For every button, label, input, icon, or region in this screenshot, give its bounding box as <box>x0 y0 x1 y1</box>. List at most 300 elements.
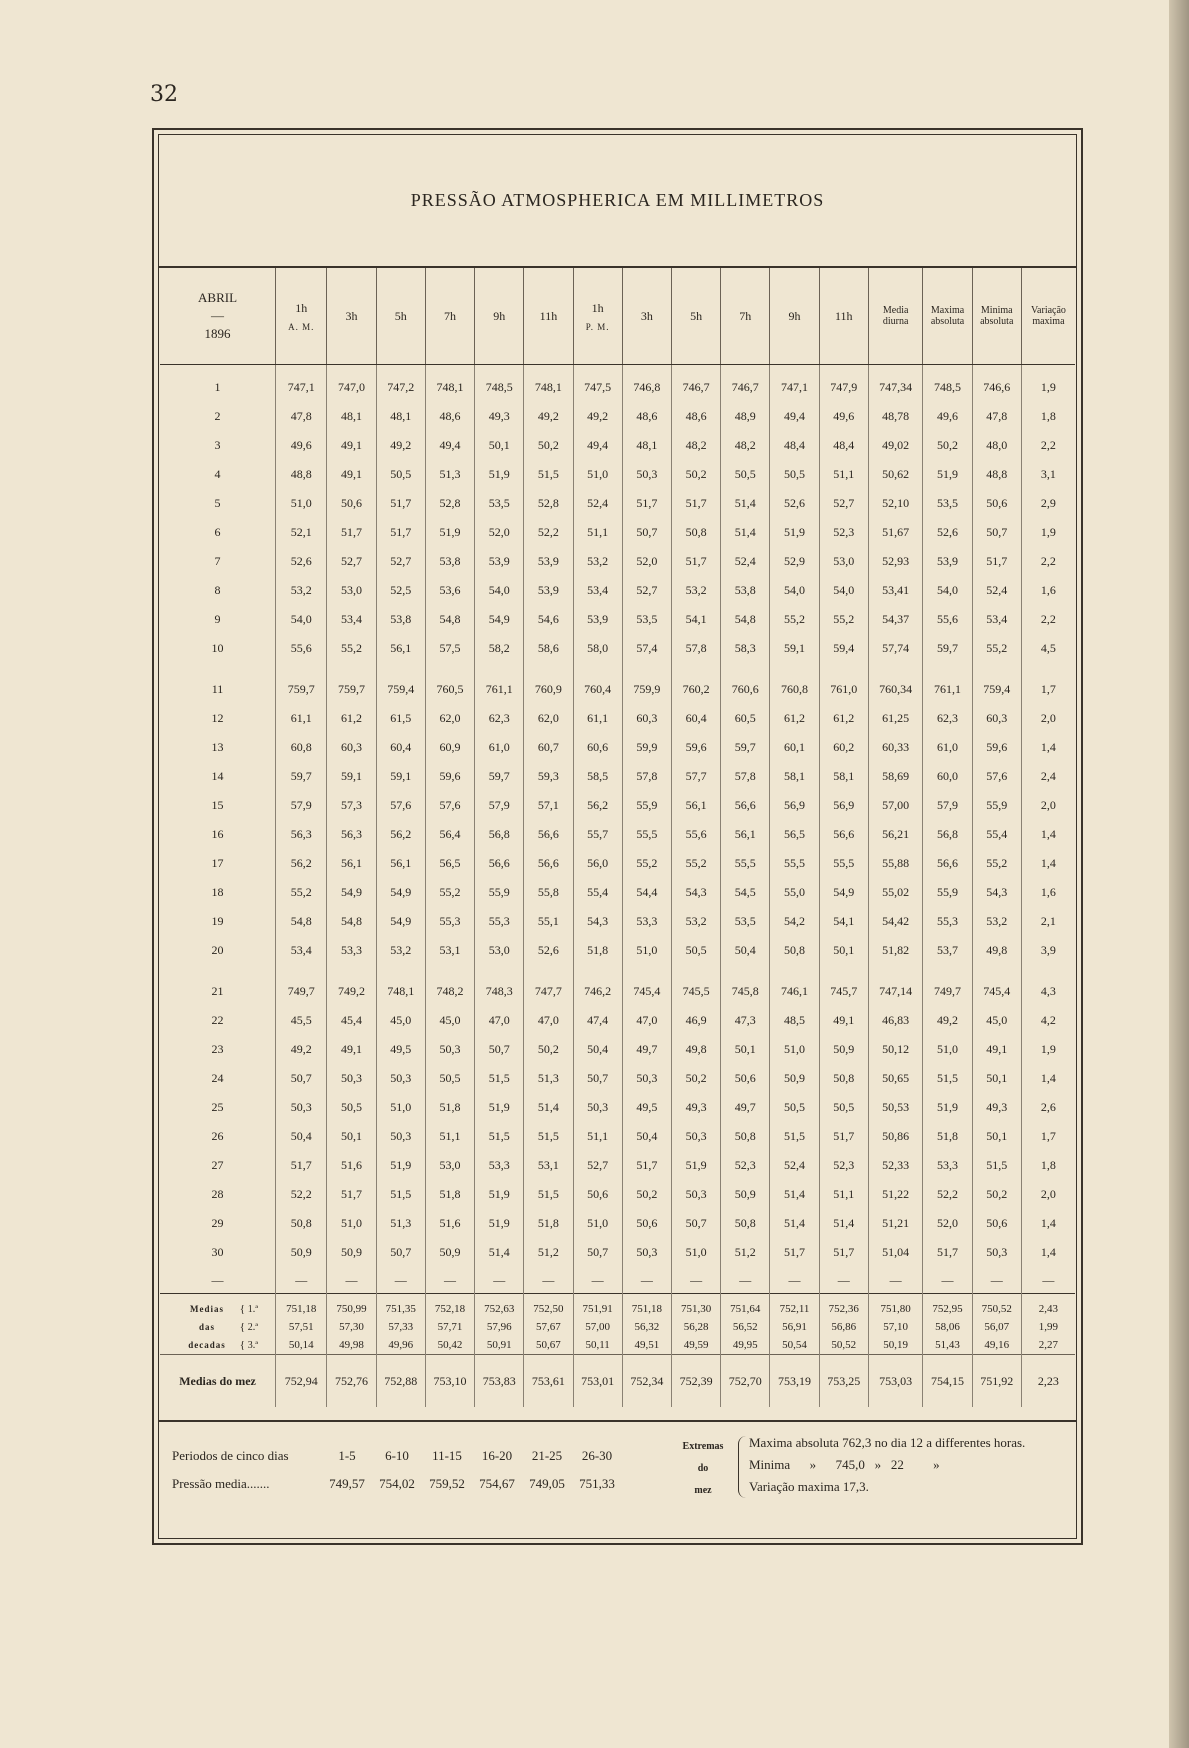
reading-cell: 747,7 <box>524 977 573 1006</box>
reading-cell: 49,1 <box>972 1035 1021 1064</box>
period-pressure: 759,52 <box>429 1476 465 1491</box>
reading-cell: 50,2 <box>972 1180 1021 1209</box>
reading-cell: 50,5 <box>376 460 425 489</box>
reading-cell: 52,3 <box>721 1151 770 1180</box>
reading-cell: 56,3 <box>276 820 327 849</box>
reading-cell: 58,5 <box>573 762 622 791</box>
reading-cell: 60,0 <box>923 762 972 791</box>
table-row <box>160 907 1075 936</box>
reading-cell: 52,6 <box>276 547 327 576</box>
reading-cell: 55,6 <box>671 820 720 849</box>
table-row <box>160 733 1075 762</box>
reading-cell: 50,9 <box>819 1035 868 1064</box>
reading-cell: 59,6 <box>671 733 720 762</box>
reading-cell: 3,1 <box>1021 460 1075 489</box>
reading-cell: 50,1 <box>475 431 524 460</box>
table-row <box>160 460 1075 489</box>
period-range: 11-15 <box>432 1448 462 1463</box>
reading-cell: 746,7 <box>721 373 770 402</box>
reading-cell: 53,5 <box>622 605 671 634</box>
day-number: 8 <box>214 583 221 597</box>
reading-cell: 48,1 <box>327 402 376 431</box>
reading-cell: 51,7 <box>622 489 671 518</box>
reading-cell: 52,93 <box>868 547 923 576</box>
day-number: 27 <box>211 1158 224 1172</box>
reading-cell: 55,2 <box>972 849 1021 878</box>
table-row <box>160 634 1075 663</box>
reading-cell: 50,8 <box>276 1209 327 1238</box>
dash-cell: — <box>923 1267 972 1294</box>
reading-cell: 2,0 <box>1021 791 1075 820</box>
dash-cell: — <box>276 1267 327 1294</box>
reading-cell: 51,2 <box>721 1238 770 1267</box>
reading-cell: 50,5 <box>671 936 720 965</box>
reading-cell: 47,4 <box>573 1006 622 1035</box>
reading-cell: 61,0 <box>475 733 524 762</box>
reading-cell: 2,1 <box>1021 907 1075 936</box>
reading-cell: 50,1 <box>819 936 868 965</box>
day-number: 30 <box>211 1245 224 1259</box>
reading-cell: 51,7 <box>819 1238 868 1267</box>
reading-cell: 48,1 <box>622 431 671 460</box>
decade-mean-label: decadas { 3.ª <box>188 1339 259 1351</box>
extremes-lines <box>749 1432 1025 1502</box>
reading-cell: 50,6 <box>721 1064 770 1093</box>
reading-cell: 47,8 <box>276 402 327 431</box>
day-number: 14 <box>211 769 224 783</box>
reading-cell: 55,7 <box>573 820 622 849</box>
five-day-periods <box>172 1442 622 1498</box>
reading-cell: 53,4 <box>972 605 1021 634</box>
decade-mean-cell: 752,63 <box>475 1294 524 1319</box>
reading-cell: 51,0 <box>671 1238 720 1267</box>
reading-cell: 1,8 <box>1021 1151 1075 1180</box>
reading-cell: 51,7 <box>819 1122 868 1151</box>
reading-cell: 56,1 <box>327 849 376 878</box>
reading-cell: 52,1 <box>276 518 327 547</box>
reading-cell: 55,88 <box>868 849 923 878</box>
reading-cell: 48,1 <box>376 402 425 431</box>
header-hour-3pm: 3h <box>622 268 671 365</box>
reading-cell: 51,6 <box>425 1209 474 1238</box>
month-mean-cell: 753,19 <box>770 1355 819 1408</box>
reading-cell: 51,5 <box>524 1180 573 1209</box>
reading-cell: 55,4 <box>573 878 622 907</box>
reading-cell: 45,0 <box>425 1006 474 1035</box>
reading-cell: 49,6 <box>276 431 327 460</box>
reading-cell: 50,3 <box>376 1122 425 1151</box>
reading-cell: 50,7 <box>376 1238 425 1267</box>
reading-cell: 52,7 <box>573 1151 622 1180</box>
reading-cell: 52,7 <box>622 576 671 605</box>
reading-cell: 57,00 <box>868 791 923 820</box>
reading-cell: 50,6 <box>573 1180 622 1209</box>
reading-cell: 60,3 <box>327 733 376 762</box>
reading-cell: 56,5 <box>425 849 474 878</box>
header-hour-1pm: 1h P. M. <box>573 268 622 365</box>
reading-cell: 45,0 <box>972 1006 1021 1035</box>
decade-mean-cell: 50,52 <box>819 1336 868 1355</box>
reading-cell: 49,1 <box>819 1006 868 1035</box>
reading-cell: 55,2 <box>671 849 720 878</box>
reading-cell: 61,5 <box>376 704 425 733</box>
reading-cell: 759,9 <box>622 675 671 704</box>
periods-row <box>172 1442 622 1470</box>
reading-cell: 51,9 <box>923 460 972 489</box>
reading-cell: 59,4 <box>819 634 868 663</box>
reading-cell: 47,8 <box>972 402 1021 431</box>
reading-cell: 51,7 <box>376 489 425 518</box>
day-number: 16 <box>211 827 224 841</box>
reading-cell: 55,2 <box>425 878 474 907</box>
reading-cell: 748,5 <box>923 373 972 402</box>
reading-cell: 747,9 <box>819 373 868 402</box>
reading-cell: 50,6 <box>327 489 376 518</box>
reading-cell: 53,9 <box>573 605 622 634</box>
reading-cell: 1,9 <box>1021 1035 1075 1064</box>
reading-cell: 48,8 <box>972 460 1021 489</box>
reading-cell: 759,4 <box>972 675 1021 704</box>
reading-cell: 51,7 <box>770 1238 819 1267</box>
reading-cell: 55,5 <box>819 849 868 878</box>
reading-cell: 51,5 <box>972 1151 1021 1180</box>
day-number: 15 <box>211 798 224 812</box>
month-mean-cell: 752,39 <box>671 1355 720 1408</box>
reading-cell: 55,1 <box>524 907 573 936</box>
extreme-minimum: Minima » 745,0 » 22 » <box>749 1457 940 1472</box>
reading-cell: 50,2 <box>524 1035 573 1064</box>
reading-cell: 48,0 <box>972 431 1021 460</box>
reading-cell: 761,1 <box>475 675 524 704</box>
table-row <box>160 1122 1075 1151</box>
reading-cell: 50,62 <box>868 460 923 489</box>
reading-cell: 49,2 <box>376 431 425 460</box>
reading-cell: 2,0 <box>1021 704 1075 733</box>
reading-cell: 55,3 <box>425 907 474 936</box>
reading-cell: 56,1 <box>721 820 770 849</box>
pressure-mean-label: Pressão media....... <box>172 1476 270 1491</box>
reading-cell: 49,7 <box>622 1035 671 1064</box>
day-number: 24 <box>211 1071 224 1085</box>
decade-mean-cell: 49,96 <box>376 1336 425 1355</box>
table-row <box>160 1180 1075 1209</box>
reading-cell: 50,6 <box>972 1209 1021 1238</box>
reading-cell: 50,3 <box>573 1093 622 1122</box>
reading-cell: 55,02 <box>868 878 923 907</box>
decade-mean-cell: 57,67 <box>524 1318 573 1336</box>
reading-cell: 51,6 <box>327 1151 376 1180</box>
reading-cell: 748,1 <box>524 373 573 402</box>
reading-cell: 59,7 <box>276 762 327 791</box>
reading-cell: 50,86 <box>868 1122 923 1151</box>
dash-cell: — <box>972 1267 1021 1294</box>
reading-cell: 58,6 <box>524 634 573 663</box>
reading-cell: 55,3 <box>475 907 524 936</box>
reading-cell: 56,1 <box>376 634 425 663</box>
reading-cell: 60,4 <box>376 733 425 762</box>
reading-cell: 58,1 <box>819 762 868 791</box>
reading-cell: 51,7 <box>276 1151 327 1180</box>
month-mean-cell: 753,83 <box>475 1355 524 1408</box>
reading-cell: 56,6 <box>475 849 524 878</box>
reading-cell: 53,3 <box>923 1151 972 1180</box>
reading-cell: 4,5 <box>1021 634 1075 663</box>
reading-cell: 2,2 <box>1021 431 1075 460</box>
month-mean-cell: 753,10 <box>425 1355 474 1408</box>
reading-cell: 51,5 <box>475 1122 524 1151</box>
reading-cell: 55,9 <box>475 878 524 907</box>
reading-cell: 53,9 <box>524 547 573 576</box>
reading-cell: 53,41 <box>868 576 923 605</box>
reading-cell: 49,3 <box>475 402 524 431</box>
reading-cell: 747,34 <box>868 373 923 402</box>
decade-mean-cell: 750,52 <box>972 1294 1021 1319</box>
reading-cell: 48,4 <box>819 431 868 460</box>
decade-mean-label: das { 2.ª <box>199 1321 259 1333</box>
month-extremes <box>668 1432 1025 1502</box>
reading-cell: 60,1 <box>770 733 819 762</box>
extremes-label: Extremas do mez <box>682 1441 724 1496</box>
reading-cell: 55,5 <box>721 849 770 878</box>
reading-cell: 746,8 <box>622 373 671 402</box>
reading-cell: 52,0 <box>923 1209 972 1238</box>
reading-cell: 48,8 <box>276 460 327 489</box>
reading-cell: 51,3 <box>524 1064 573 1093</box>
reading-cell: 1,4 <box>1021 1209 1075 1238</box>
reading-cell: 54,0 <box>819 576 868 605</box>
table-row <box>160 1238 1075 1267</box>
decade-mean-cell: 751,18 <box>622 1294 671 1319</box>
table-row <box>160 576 1075 605</box>
header-hour-3am: 3h <box>327 268 376 365</box>
reading-cell: 52,3 <box>819 518 868 547</box>
table-row <box>160 936 1075 965</box>
period-range: 21-25 <box>531 1448 563 1463</box>
reading-cell: 51,4 <box>770 1209 819 1238</box>
reading-cell: 749,7 <box>276 977 327 1006</box>
reading-cell: 50,4 <box>721 936 770 965</box>
day-number: 11 <box>211 682 224 696</box>
reading-cell: 52,2 <box>524 518 573 547</box>
month-mean-cell: 752,34 <box>622 1355 671 1408</box>
reading-cell: 1,4 <box>1021 1238 1075 1267</box>
reading-cell: 51,4 <box>721 489 770 518</box>
reading-cell: 51,5 <box>376 1180 425 1209</box>
reading-cell: 62,0 <box>524 704 573 733</box>
reading-cell: 59,9 <box>622 733 671 762</box>
book-spine-shadow <box>1169 0 1189 1748</box>
decade-mean-cell: 51,43 <box>923 1336 972 1355</box>
header-hour-9am: 9h <box>475 268 524 365</box>
decade-mean-cell: 752,18 <box>425 1294 474 1319</box>
reading-cell: 59,7 <box>721 733 770 762</box>
reading-cell: 55,2 <box>972 634 1021 663</box>
day-number: 6 <box>214 525 221 539</box>
reading-cell: 52,4 <box>573 489 622 518</box>
reading-cell: 55,0 <box>770 878 819 907</box>
reading-cell: 48,2 <box>671 431 720 460</box>
decade-mean-cell: 50,91 <box>475 1336 524 1355</box>
reading-cell: 760,5 <box>425 675 474 704</box>
decade-mean-cell: 57,51 <box>276 1318 327 1336</box>
decade-mean-cell: 751,80 <box>868 1294 923 1319</box>
reading-cell: 50,2 <box>671 1064 720 1093</box>
reading-cell: 50,2 <box>524 431 573 460</box>
reading-cell: 51,3 <box>376 1209 425 1238</box>
header-hour-7pm: 7h <box>721 268 770 365</box>
decade-mean-cell: 57,71 <box>425 1318 474 1336</box>
reading-cell: 57,6 <box>376 791 425 820</box>
reading-cell: 2,2 <box>1021 547 1075 576</box>
reading-cell: 56,1 <box>376 849 425 878</box>
table-row <box>160 675 1075 704</box>
reading-cell: 53,8 <box>721 576 770 605</box>
reading-cell: 54,9 <box>376 907 425 936</box>
table-row <box>160 518 1075 547</box>
reading-cell: 53,3 <box>475 1151 524 1180</box>
table-row <box>160 1006 1075 1035</box>
reading-cell: 61,1 <box>573 704 622 733</box>
reading-cell: 50,7 <box>671 1209 720 1238</box>
reading-cell: 1,8 <box>1021 402 1075 431</box>
table-row <box>160 1151 1075 1180</box>
reading-cell: 1,4 <box>1021 820 1075 849</box>
decade-mean-cell: 49,59 <box>671 1336 720 1355</box>
reading-cell: 59,6 <box>425 762 474 791</box>
reading-cell: 53,0 <box>327 576 376 605</box>
reading-cell: 48,6 <box>622 402 671 431</box>
reading-cell: 51,9 <box>475 460 524 489</box>
reading-cell: 50,9 <box>721 1180 770 1209</box>
reading-cell: 54,9 <box>327 878 376 907</box>
reading-cell: 56,8 <box>475 820 524 849</box>
reading-cell: 59,3 <box>524 762 573 791</box>
reading-cell: 54,1 <box>671 605 720 634</box>
reading-cell: 53,5 <box>475 489 524 518</box>
reading-cell: 61,2 <box>770 704 819 733</box>
reading-cell: 57,4 <box>622 634 671 663</box>
periods-label: Periodos de cinco dias <box>172 1448 289 1463</box>
decade-mean-cell: 752,36 <box>819 1294 868 1319</box>
decade-mean-cell: 56,86 <box>819 1318 868 1336</box>
reading-cell: 50,6 <box>622 1209 671 1238</box>
decade-mean-cell: 1,99 <box>1021 1318 1075 1336</box>
reading-cell: 51,8 <box>524 1209 573 1238</box>
decade-mean-cell: 50,19 <box>868 1336 923 1355</box>
reading-cell: 57,3 <box>327 791 376 820</box>
reading-cell: 50,7 <box>475 1035 524 1064</box>
reading-cell: 51,67 <box>868 518 923 547</box>
reading-cell: 48,4 <box>770 431 819 460</box>
reading-cell: 52,33 <box>868 1151 923 1180</box>
reading-cell: 56,6 <box>721 791 770 820</box>
decade-mean-cell: 49,51 <box>622 1336 671 1355</box>
reading-cell: 760,2 <box>671 675 720 704</box>
table-row <box>160 547 1075 576</box>
reading-cell: 56,9 <box>770 791 819 820</box>
reading-cell: 759,7 <box>276 675 327 704</box>
reading-cell: 51,0 <box>376 1093 425 1122</box>
reading-cell: 50,3 <box>671 1122 720 1151</box>
reading-cell: 1,6 <box>1021 878 1075 907</box>
extreme-variation: Variação maxima 17,3. <box>749 1479 869 1494</box>
reading-cell: 51,82 <box>868 936 923 965</box>
dash-cell: — <box>425 1267 474 1294</box>
reading-cell: 748,1 <box>425 373 474 402</box>
reading-cell: 746,1 <box>770 977 819 1006</box>
reading-cell: 50,2 <box>671 460 720 489</box>
reading-cell: 49,6 <box>923 402 972 431</box>
reading-cell: 52,5 <box>376 576 425 605</box>
reading-cell: 50,2 <box>622 1180 671 1209</box>
month-mean-cell: 753,25 <box>819 1355 868 1408</box>
reading-cell: 54,8 <box>425 605 474 634</box>
reading-cell: 60,4 <box>671 704 720 733</box>
reading-cell: 745,5 <box>671 977 720 1006</box>
reading-cell: 51,1 <box>425 1122 474 1151</box>
reading-cell: 50,3 <box>327 1064 376 1093</box>
reading-cell: 50,12 <box>868 1035 923 1064</box>
day-number: 22 <box>211 1013 224 1027</box>
reading-cell: 60,9 <box>425 733 474 762</box>
day-number: 1 <box>214 380 221 394</box>
reading-cell: 51,0 <box>770 1035 819 1064</box>
header-hour-5pm: 5h <box>671 268 720 365</box>
reading-cell: 55,2 <box>819 605 868 634</box>
reading-cell: 55,6 <box>276 634 327 663</box>
reading-cell: 48,2 <box>721 431 770 460</box>
reading-cell: 46,83 <box>868 1006 923 1035</box>
reading-cell: 746,2 <box>573 977 622 1006</box>
dash-cell: — <box>573 1267 622 1294</box>
reading-cell: 50,53 <box>868 1093 923 1122</box>
reading-cell: 52,8 <box>425 489 474 518</box>
header-maxima-absoluta: Maxima absoluta <box>923 268 972 365</box>
reading-cell: 746,7 <box>671 373 720 402</box>
reading-cell: 50,9 <box>770 1064 819 1093</box>
reading-cell: 49,3 <box>671 1093 720 1122</box>
table-row <box>160 489 1075 518</box>
table-row <box>160 431 1075 460</box>
reading-cell: 51,3 <box>425 460 474 489</box>
decade-mean-cell: 752,50 <box>524 1294 573 1319</box>
reading-cell: 56,8 <box>923 820 972 849</box>
reading-cell: 51,0 <box>573 1209 622 1238</box>
table-row <box>160 1093 1075 1122</box>
table-row <box>160 849 1075 878</box>
decade-mean-cell: 49,16 <box>972 1336 1021 1355</box>
reading-cell: 49,02 <box>868 431 923 460</box>
reading-cell: 50,4 <box>573 1035 622 1064</box>
month-mean-cell: 2,23 <box>1021 1355 1075 1408</box>
reading-cell: 50,3 <box>622 1064 671 1093</box>
reading-cell: 51,5 <box>475 1064 524 1093</box>
reading-cell: 55,9 <box>622 791 671 820</box>
reading-cell: 57,9 <box>923 791 972 820</box>
reading-cell: 50,3 <box>276 1093 327 1122</box>
reading-cell: 53,9 <box>524 576 573 605</box>
reading-cell: 1,9 <box>1021 373 1075 402</box>
reading-cell: 55,2 <box>622 849 671 878</box>
dash-cell: — <box>1021 1267 1075 1294</box>
reading-cell: 745,4 <box>972 977 1021 1006</box>
decade-mean-cell: 56,28 <box>671 1318 720 1336</box>
decade-mean-cell: 751,64 <box>721 1294 770 1319</box>
reading-cell: 60,8 <box>276 733 327 762</box>
reading-cell: 54,1 <box>819 907 868 936</box>
dash-cell: — <box>524 1267 573 1294</box>
reading-cell: 53,5 <box>721 907 770 936</box>
